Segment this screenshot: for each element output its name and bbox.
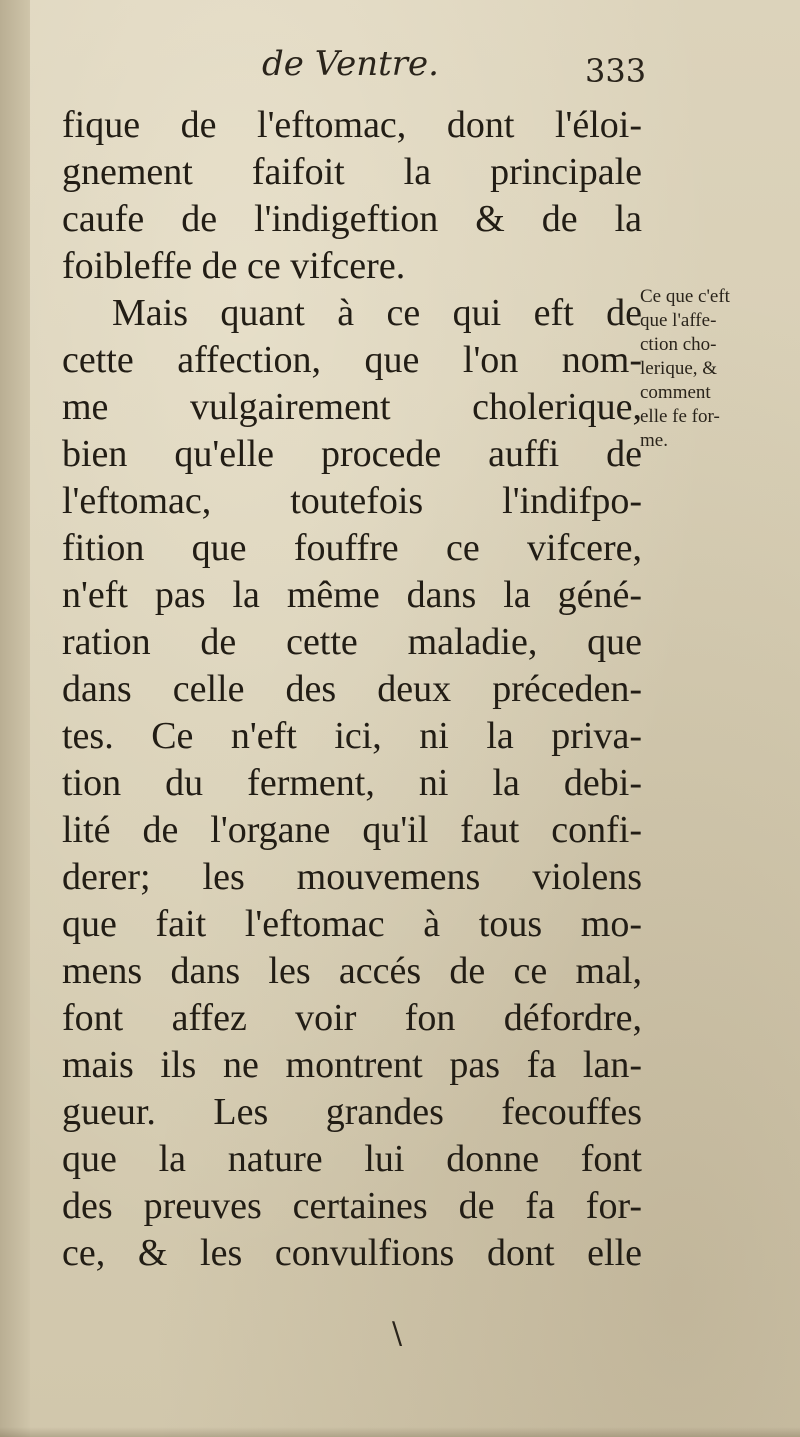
page-gutter-shadow: [0, 0, 30, 1437]
text-line: que la nature lui donne font: [62, 1138, 642, 1180]
text-line: n'eft pas la même dans la géné-: [62, 574, 642, 616]
text-line: foibleffe de ce vifcere.: [62, 245, 406, 287]
text-line: ration de cette maladie, que: [62, 621, 642, 663]
marginal-note-line: comment: [640, 382, 711, 403]
text-line: fique de l'eftomac, dont l'éloi-: [62, 104, 642, 146]
text-line: mens dans les accés de ce mal,: [62, 950, 642, 992]
page-number: 333: [585, 52, 647, 90]
text-line: des preuves certaines de fa for-: [62, 1185, 642, 1227]
text-line: Mais quant à ce qui eft de: [112, 292, 642, 334]
text-line: gnement faifoit la principale: [62, 151, 642, 193]
marginal-note-line: lerique, &: [640, 358, 718, 379]
marginal-note: [640, 285, 770, 453]
text-line: derer; les mouvemens violens: [62, 856, 642, 898]
text-line: bien qu'elle procede auffi de: [62, 433, 642, 475]
marginal-note-line: ction cho-: [640, 334, 717, 355]
text-line: tion du ferment, ni la debi-: [62, 762, 642, 804]
catchword-mark: \: [392, 1316, 403, 1351]
text-line: caufe de l'indigeftion & de la: [62, 198, 642, 240]
text-line: l'eftomac, toutefois l'indifpo-: [62, 480, 642, 522]
text-line: fition que fouffre ce vifcere,: [62, 527, 642, 569]
text-line: tes. Ce n'eft ici, ni la priva-: [62, 715, 642, 757]
marginal-note-line: Ce que c'eft: [640, 286, 730, 307]
text-line: mais ils ne montrent pas fa lan-: [62, 1044, 642, 1086]
marginal-note-line: elle fe for-: [640, 406, 720, 427]
text-line: me vulgairement cholerique,: [62, 386, 642, 428]
text-line: font affez voir fon défordre,: [62, 997, 642, 1039]
page-bottom-edge: [0, 1427, 800, 1437]
text-line: que fait l'eftomac à tous mo-: [62, 903, 642, 945]
text-line: lité de l'organe qu'il faut confi-: [62, 809, 642, 851]
text-line: ce, & les convulfions dont elle: [62, 1232, 642, 1274]
text-line: dans celle des deux préceden-: [62, 668, 642, 710]
body-text: [62, 102, 642, 1277]
text-line: cette affection, que l'on nom-: [62, 339, 642, 381]
text-line: gueur. Les grandes fecouffes: [62, 1091, 642, 1133]
marginal-note-line: me.: [640, 430, 668, 451]
marginal-note-line: que l'affe-: [640, 310, 717, 331]
running-title: de Ventre.: [262, 44, 439, 84]
